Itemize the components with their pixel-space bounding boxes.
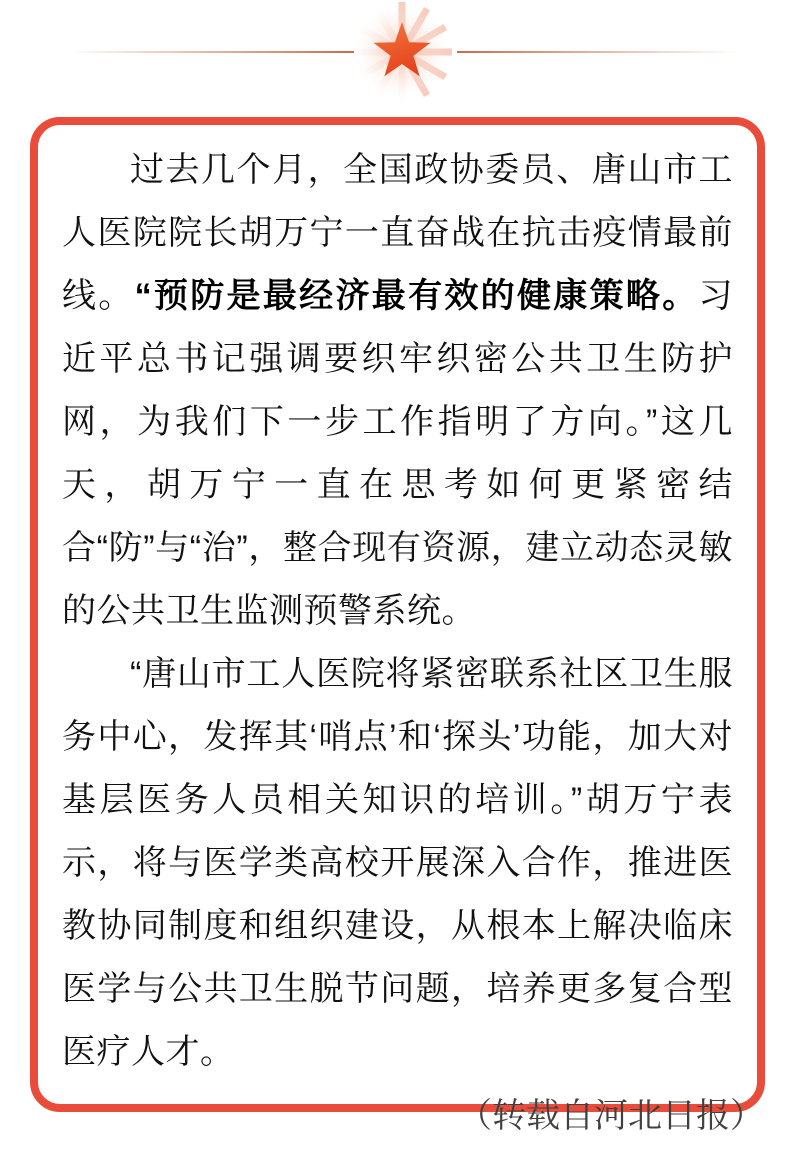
article-card: [30, 117, 765, 1112]
divider-line-right: [457, 51, 737, 53]
top-divider: [0, 0, 810, 106]
footer-credit: （转载自河北日报）: [458, 1097, 764, 1135]
paragraph-1-rest: 习近平总书记强调要织牢织密公共卫生防护网，为我们下一步工作指明了方向。”这几天，胡万宁一直在思考如何更紧密结合“防”与“治”，整合现有资源，建立动态灵敏的公共卫生监测预警系统。: [62, 277, 734, 630]
star-icon: [350, 0, 454, 104]
paragraph-2: [62, 643, 733, 1084]
paragraph-1: [62, 139, 733, 643]
paragraph-1-emphasis: “预防是最经济最有效的健康策略。: [134, 277, 699, 315]
divider-line-left: [67, 51, 354, 53]
paragraph-2-text: “唐山市工人医院将紧密联系社区卫生服务中心，发挥其‘哨点’和‘探头’功能，加大对基层医务人员相关知识的培训。”胡万宁表示，将与医学类高校开展深入合作，推进医教协同制度和组织建设，从根本上解决临床医学与公共卫生脱节问题，培养更多复合型医疗人才。: [62, 655, 733, 1071]
paragraph-1-lead: 过去几个月，全国政协委员、唐山市工人医院院长胡万宁一直奋战在抗击疫情最前线。: [62, 151, 733, 315]
